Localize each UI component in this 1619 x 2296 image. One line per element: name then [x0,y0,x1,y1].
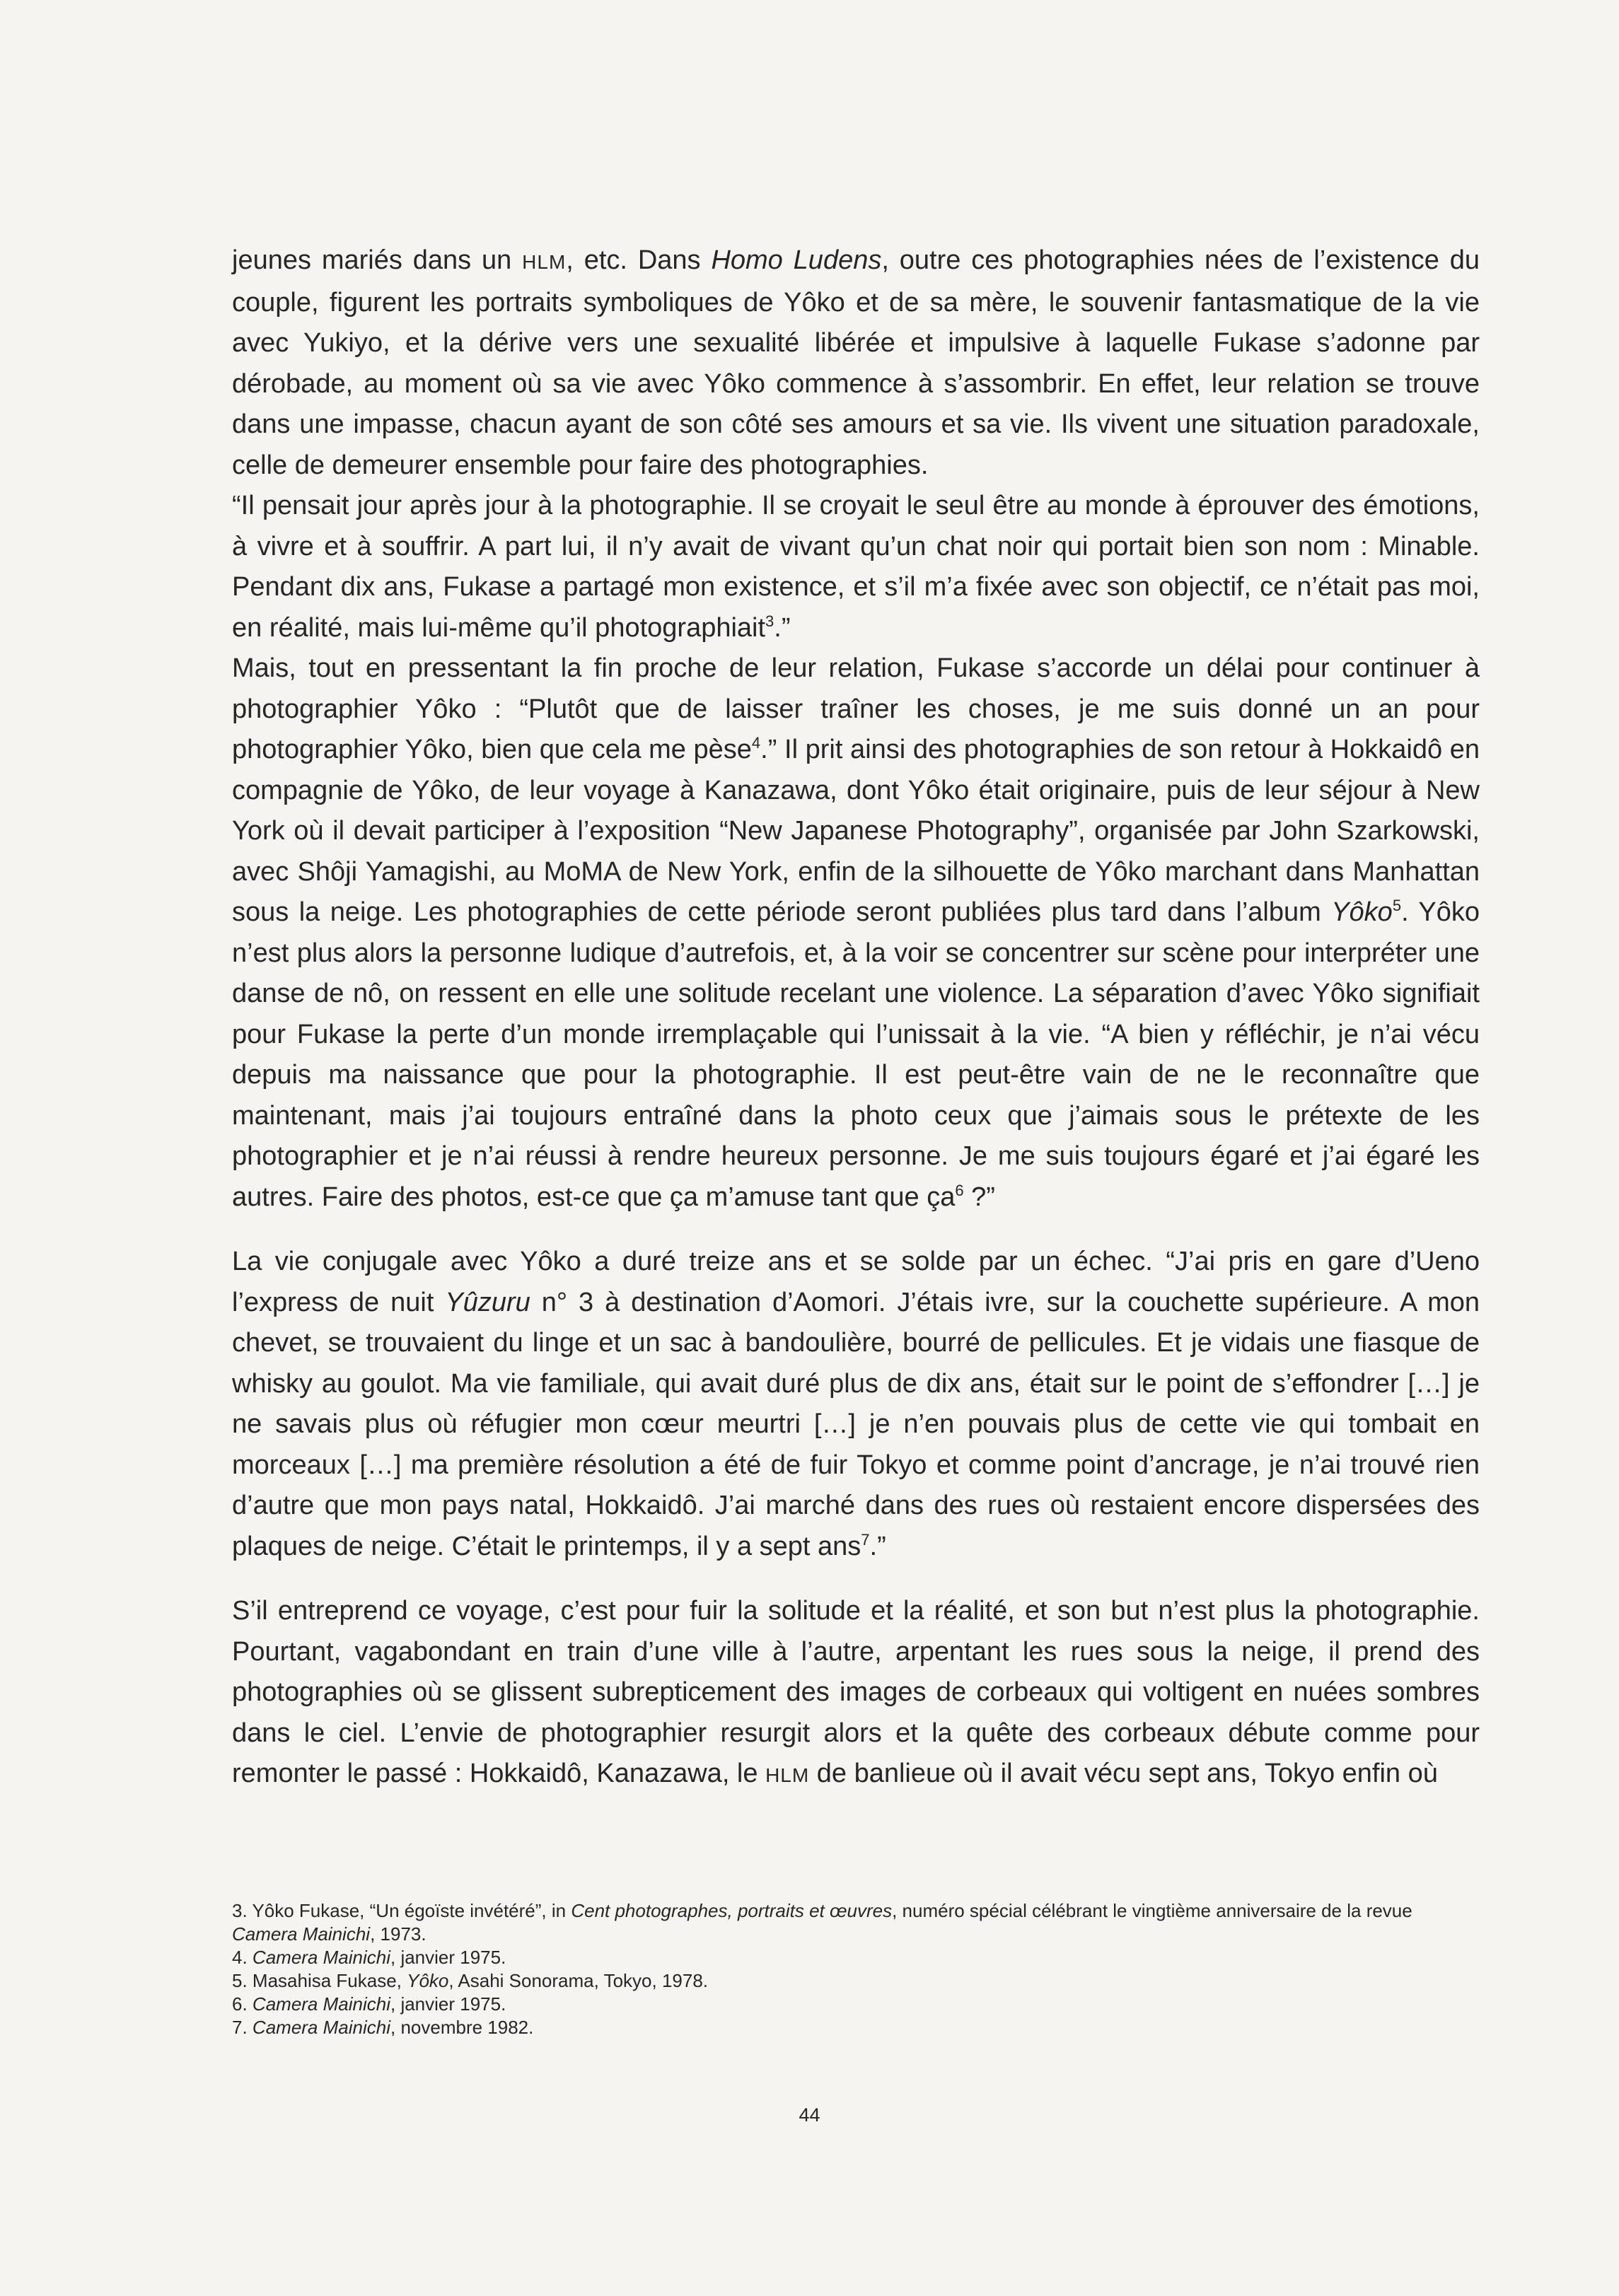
text-run: 3. Yôko Fukase, “Un égoïste invétéré”, in [232,1900,571,1921]
paragraph-1 [232,240,1480,486]
book-title: Yôko [407,1970,449,1991]
text-run: , janvier 1975. [390,1947,506,1968]
album-title: Yôko [1331,897,1393,927]
footnote-number: 4. [232,1947,253,1968]
text-run: La vie conjugale avec Yôko a duré treize ans et se solde par un échec. “J’ai pris en gare d’Ueno l’express de nuit [232,1247,1480,1317]
footnote-7 [232,2016,1480,2039]
footnote-ref-5[interactable]: 5 [1392,897,1402,914]
book-title: Homo Ludens [711,245,882,275]
journal-title: Camera Mainichi [252,1993,390,2015]
text-run: , etc. Dans [566,245,712,275]
footnotes [232,1899,1480,2039]
text-run: .” [774,612,791,643]
text-run: S’il entreprend ce voyage, c’est pour fuir la solitude et la réalité, et son but n’est plus la photographie. Pourtant, vagabondant en train d’une ville à l’autre, arpentant les rues sous la neige, il prend des photographies où se glissent subrepticement des images de corbeaux qui voltigent en nuées sombres dans le ciel. L’envie de photographier resurgit alors et la quête des corbeaux débute comme pour remonter le passé : Hokkaidô, Kanazawa, le [232,1596,1480,1788]
abbreviation-hlm: HLM [522,251,567,273]
page-number: 44 [799,2104,820,2126]
text-run: n° 3 à destination d’Aomori. J’étais ivre, sur la couchette supérieure. A mon chevet, se trouvaient du linge et un sac à bandoulière, bourré de pellicules. Et je vidais une fiasque de whisky au goulot. Ma vie familiale, qui avait duré plus de dix ans, était sur le point de s’effondrer […] je ne savais plus où réfugier mon cœur meurtri […] je n’en pouvais plus de cette vie qui tombait en morceaux […] ma première résolution a été de fuir Tokyo et comme point d’ancrage, je n’ai trouvé rien d’autre que mon pays natal, Hokkaidô. J’ai marché dans des rues où restaient encore dispersées des plaques de neige. C’était le printemps, il y a sept ans [232,1287,1480,1561]
train-name: Yûzuru [445,1287,530,1317]
footnote-ref-6[interactable]: 6 [955,1181,964,1199]
text-run: . Yôko n’est plus alors la personne ludique d’autrefois, et, à la voir se concentrer sur scène pour interpréter une danse de nô, on ressent en elle une solitude recelant une violence. La séparation d’avec Yôko signifiait pour Fukase la perte d’un monde irremplaçable qui l’unissait à la vie. “A bien y réfléchir, je n’ai vécu depuis ma naissance que pour la photographie. Il est peut-être vain de ne le reconnaître que maintenant, mais j’ai toujours entraîné dans la photo ceux que j’aimais sous le prétexte de les photographier et je n’ai réussi à rendre heureux personne. Je me suis toujours égaré et j’ai égaré les autres. Faire des photos, est-ce que ça m’amuse tant que ça [232,897,1480,1212]
journal-title: Camera Mainichi [252,1947,390,1968]
paragraph-4 [232,1242,1480,1567]
footnote-number: 7. [232,2017,253,2038]
paragraph-gap [232,1218,1480,1242]
footnote-5 [232,1969,1480,1993]
text-run: “Il pensait jour après jour à la photographie. Il se croyait le seul être au monde à éprouver des émotions, à vivre et à souffrir. A part lui, il n’y avait de vivant qu’un chat noir qui portait bien son nom : Minable. Pendant dix ans, Fukase a partagé mon existence, et s’il m’a fixée avec son objectif, ce n’était pas moi, en réalité, mais lui-même qu’il photographiait [232,491,1480,643]
footnote-6 [232,1993,1480,2016]
text-run: jeunes mariés dans un [232,245,523,275]
footnote-ref-7[interactable]: 7 [861,1530,870,1549]
footnote-3 [232,1899,1480,1946]
text-run: Mais, tout en pressentant la fin proche de leur relation, Fukase s’accorde un délai pour continuer à photographier Yôko : “Plutôt que de laisser traîner les choses, je me suis donné un an pour photographier Yôko, bien que cela me pèse [232,653,1480,764]
text-run: , novembre 1982. [390,2017,534,2038]
footnote-ref-4[interactable]: 4 [751,734,761,752]
text-run: , numéro spécial célébrant le vingtième anniversaire de la revue [892,1900,1412,1921]
paragraph-5 [232,1591,1480,1796]
footnote-number: 6. [232,1993,253,2015]
journal-title: Camera Mainichi [252,2017,390,2038]
paragraph-2 [232,486,1480,648]
text-run: , outre ces photographies nées de l’existence du couple, figurent les portraits symboliques de Yôko et de sa mère, le souvenir fantasmatique de la vie avec Yukiyo, et la dérive vers une sexualité libérée et impulsive à laquelle Fukase s’adonne par dérobade, au moment où sa vie avec Yôko commence à s’assombrir. En effet, leur relation se trouve dans une impasse, chacun ayant de son côté ses amours et sa vie. Ils vivent une situation paradoxale, celle de demeurer ensemble pour faire des photographies. [232,245,1480,480]
footnote-4 [232,1946,1480,1969]
text-run: de banlieue où il avait vécu sept ans, Tokyo enfin où [809,1759,1438,1788]
text-run: .” [869,1531,886,1561]
text-run: 5. Masahisa Fukase, [232,1970,407,1991]
text-run: , janvier 1975. [390,1993,506,2015]
abbreviation-hlm: HLM [765,1764,810,1786]
journal-title: Camera Mainichi [232,1923,371,1945]
text-run: .” Il prit ainsi des photographies de son retour à Hokkaidô en compagnie de Yôko, de leur voyage à Kanazawa, dont Yôko était originaire, puis de leur séjour à New York où il devait participer à l’exposition “New Japanese Photography”, organisée par John Szarkowski, avec Shôji Yamagishi, au MoMA de New York, enfin de la silhouette de Yôko marchant dans Manhattan sous la neige. Les photographies de cette période seront publiées plus tard dans l’album [232,735,1480,927]
paragraph-gap [232,1567,1480,1591]
paragraph-3 [232,648,1480,1218]
main-text-column [232,240,1480,1796]
text-run: , Asahi Sonorama, Tokyo, 1978. [448,1970,709,1991]
text-run: ?” [963,1182,995,1212]
book-title: Cent photographes, portraits et œuvres [571,1900,893,1921]
footnote-ref-3[interactable]: 3 [765,612,774,630]
text-run: , 1973. [370,1923,426,1945]
